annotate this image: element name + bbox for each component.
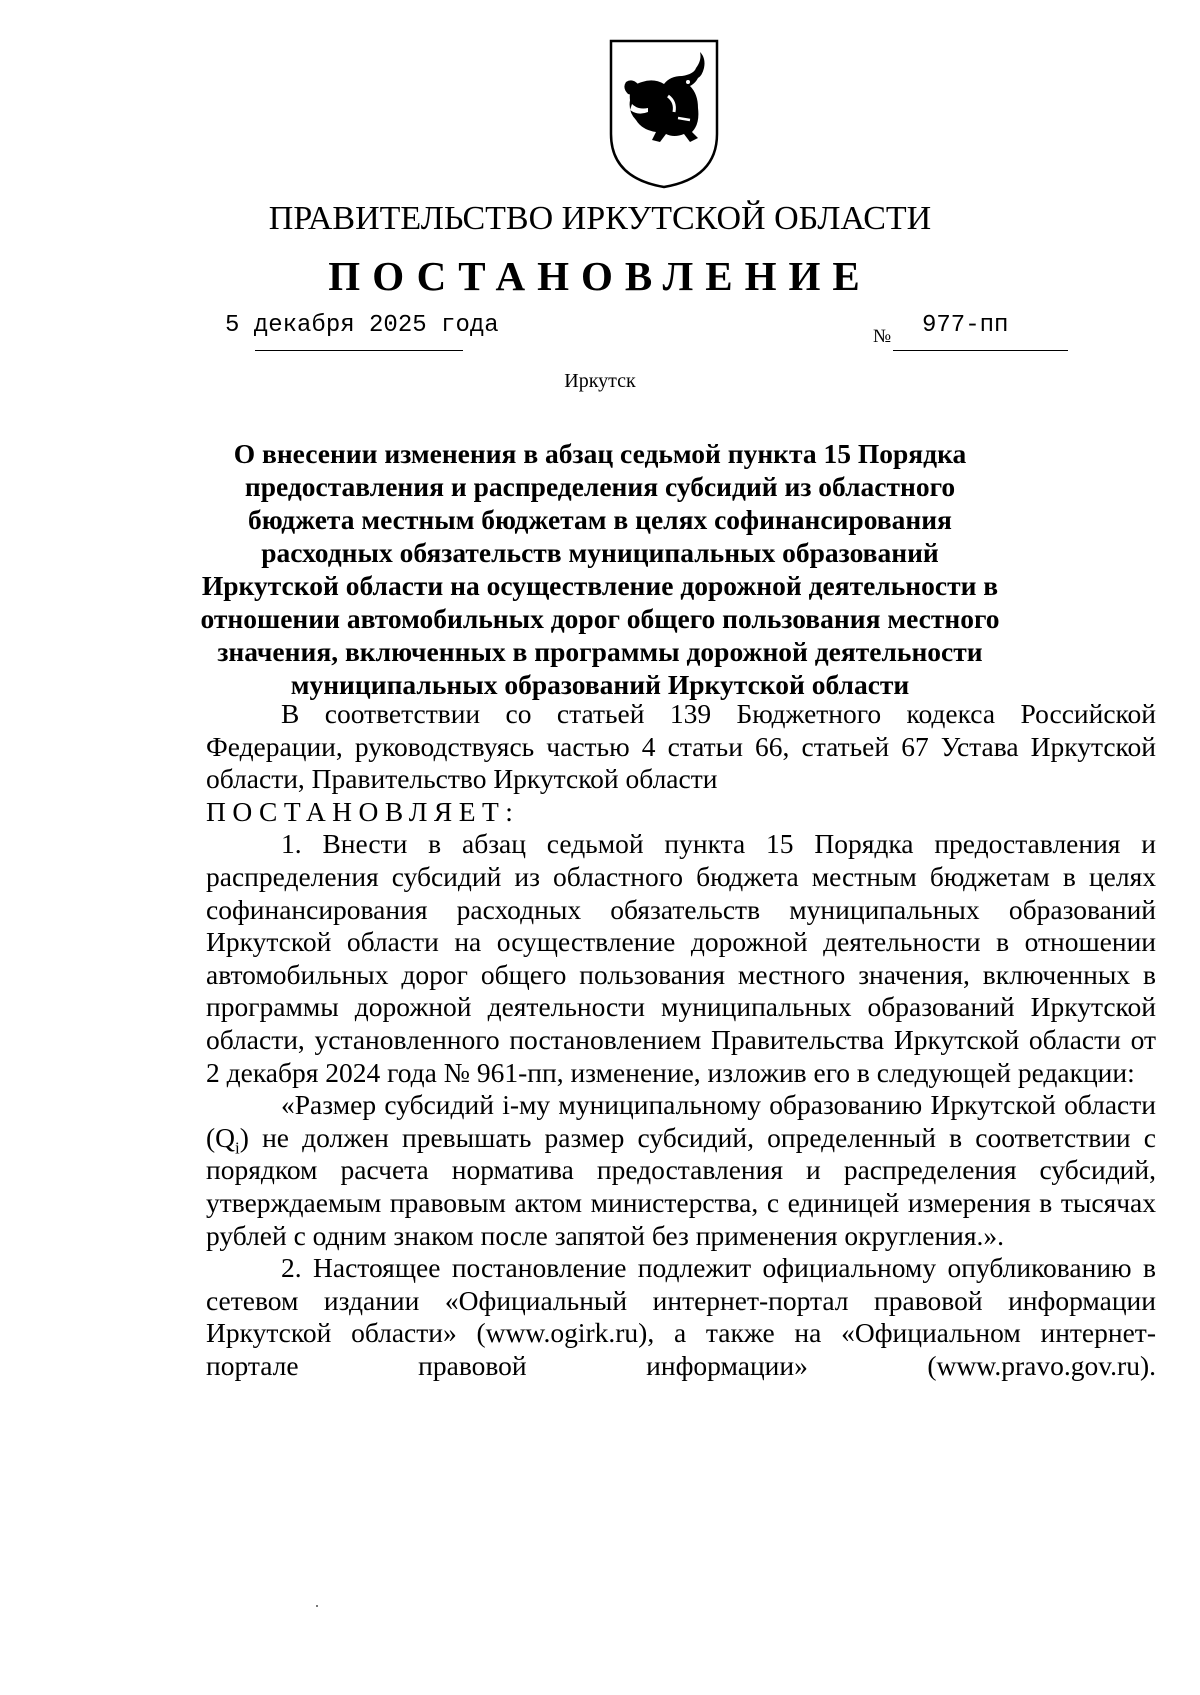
city-name: Иркутск xyxy=(564,370,636,392)
item-1-paragraph: 1. Внести в абзац седьмой пункта 15 Порядка предоставления и распределения субсидий из областного бюджета местным бюджетам в целях софинансирования расходных обязательств муниципальных образований Иркутской области на осуществление дорожной деятельности в отношении автомобильных дорог общего пользования местного значения, включенных в программы дорожной деятельности муниципальных образований Иркутской области, установленного постановлением Правительства Иркутской области от 2 декабря 2024 года № 961-пп, изменение, изложив его в следующей редакции: xyxy=(206,828,1156,1088)
coat-of-arms-icon xyxy=(608,38,720,190)
date-underline xyxy=(255,350,463,351)
government-title: ПРАВИТЕЛЬСТВО ИРКУТСКОЙ ОБЛАСТИ xyxy=(268,200,932,237)
scan-speck xyxy=(316,1605,318,1607)
document-date: 5 декабря 2025 года xyxy=(225,312,499,339)
quote-paragraph xyxy=(206,1089,1156,1252)
quote-text-end: ) не должен превышать размер субсидий, определенный в соответствии с порядком расчета норматива предоставления и распределения субсидий, утверждаемым правовым актом министерства, с единицей измерения в тысячах рублей с одним знаком после запятой без применения округления.». xyxy=(206,1121,1156,1251)
document-type: ПОСТАНОВЛЕНИЕ xyxy=(328,253,872,299)
document-body xyxy=(206,698,1156,1382)
item-2-paragraph: 2. Настоящее постановление подлежит официальному опубликованию в сетевом издании «Официальный интернет-портал правовой информации Иркутской области» (www.ogirk.ru), а также на «Официальном интернет-портале правовой информации» (www.pravo.gov.ru). xyxy=(206,1252,1156,1381)
decree-word: ПОСТАНОВЛЯЕТ: xyxy=(206,795,520,827)
number-sign: № xyxy=(873,326,892,347)
number-underline xyxy=(893,350,1068,351)
document-number: 977-пп xyxy=(922,312,1009,339)
quote-text-start: «Размер субсидий i-му муниципальному образованию Иркутской области (Q xyxy=(206,1089,1156,1153)
quote-subscript: i xyxy=(235,1138,240,1158)
document-heading: О внесении изменения в абзац седьмой пункта 15 Порядка предоставления и распределения субсидий из областного бюджета местным бюджетам в целях софинансирования расходных обязательств муниципальных образований Иркутской области на осуществление дорожной деятельности в отношении автомобильных дорог общего пользования местного значения, включенных в программы дорожной деятельности муниципальных образований Иркутской области xyxy=(200,438,1000,700)
preamble-paragraph: В соответствии со статьей 139 Бюджетного кодекса Российской Федерации, руководствуясь частью 4 статьи 66, статьей 67 Устава Иркутской области, Правительство Иркутской области xyxy=(206,698,1156,795)
